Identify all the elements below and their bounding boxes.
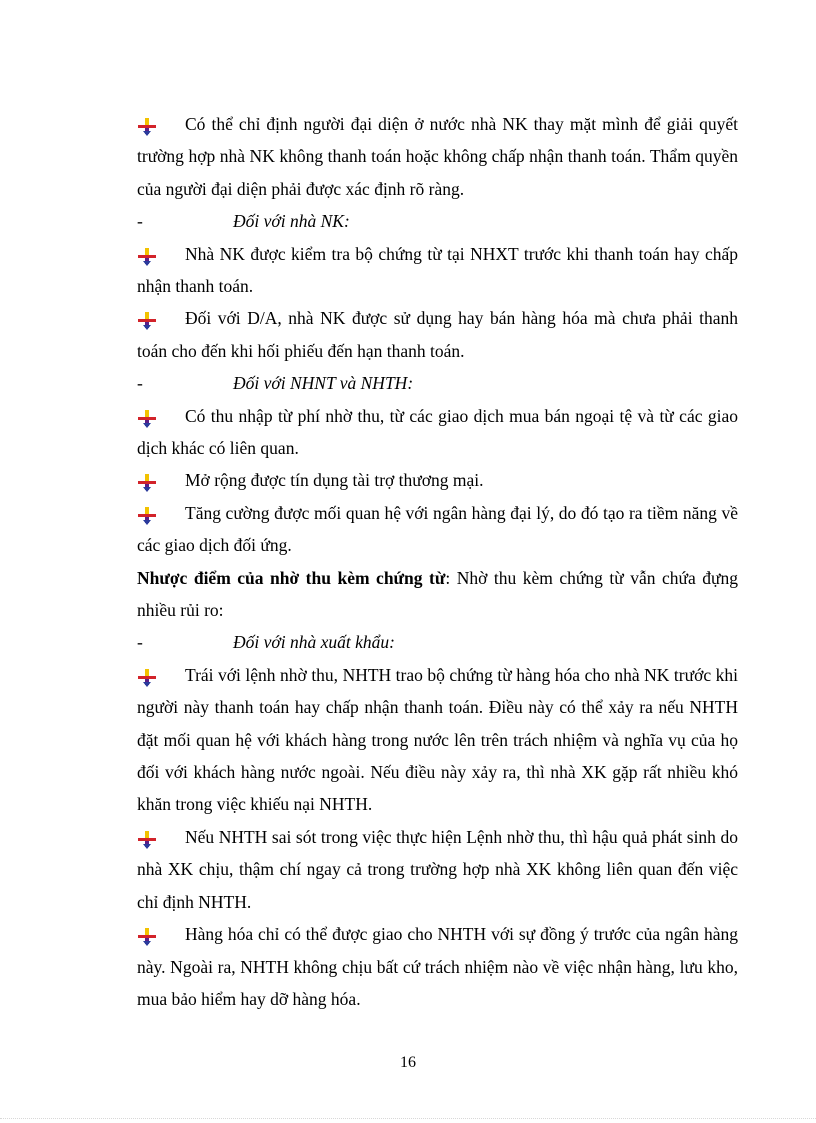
paragraph-text: Đối với D/A, nhà NK được sử dụng hay bán hàng hóa mà chưa phải thanh toán cho đến khi hối phiếu đến hạn thanh toán.	[137, 308, 738, 361]
page-number: 16	[400, 1054, 416, 1071]
subheading-text: Đối với NHNT và NHTH:	[233, 373, 414, 394]
arrow-bullet-icon	[137, 245, 157, 265]
paragraph-text: Mở rộng được tín dụng tài trợ thương mại.	[185, 470, 484, 491]
arrow-bullet-icon	[137, 471, 157, 491]
page-bottom-divider	[0, 1118, 816, 1119]
bullet-paragraph	[137, 302, 738, 367]
dash-marker: -	[137, 632, 143, 653]
paragraph-text: Nhà NK được kiểm tra bộ chứng từ tại NHXT trước khi thanh toán hay chấp nhận thanh toán.	[137, 243, 738, 297]
subheading-text: Đối với nhà NK:	[233, 211, 350, 232]
bullet-paragraph	[137, 108, 738, 205]
arrow-bullet-icon	[137, 309, 157, 329]
subheading-line	[137, 626, 738, 658]
subheading-text: Đối với nhà xuất khẩu:	[233, 632, 395, 653]
paragraph-text: Tăng cường được mối quan hệ với ngân hàng đại lý, do đó tạo ra tiềm năng về các giao dịch đối ứng.	[137, 502, 738, 556]
arrow-bullet-icon	[137, 828, 157, 848]
paragraph-text: Nếu NHTH sai sót trong việc thực hiện Lệnh nhờ thu, thì hậu quả phát sinh do nhà XK chịu, thậm chí ngay cả trong trường hợp nhà XK không liên quan đến việc chỉ định NHTH.	[137, 826, 738, 912]
arrow-bullet-icon	[137, 407, 157, 427]
bullet-paragraph	[137, 821, 738, 918]
section-heading-bold: Nhược điểm của nhờ thu kèm chứng từ	[137, 567, 446, 588]
bullet-paragraph	[137, 659, 738, 821]
bullet-paragraph	[137, 400, 738, 465]
section-heading-text: : Nhờ thu kèm chứng từ vẫn chứa đựng nhiều rủi ro:	[137, 567, 738, 621]
arrow-bullet-icon	[137, 504, 157, 524]
section-heading-paragraph	[137, 562, 738, 627]
subheading-line	[137, 367, 738, 399]
arrow-bullet-icon	[137, 925, 157, 945]
paragraph-text: Có thể chỉ định người đại diện ở nước nhà NK thay mặt mình để giải quyết trường hợp nhà NK không thanh toán hoặc không chấp nhận thanh toán. Thẩm quyền của người đại diện phải được xác định rõ ràng.	[137, 114, 738, 199]
paragraph-text: Trái với lệnh nhờ thu, NHTH trao bộ chứng từ hàng hóa cho nhà NK trước khi người này thanh toán hay chấp nhận thanh toán. Điều này có thể xảy ra nếu NHTH đặt mối quan hệ với khách hàng trong nước lên trên trách nhiệm và nghĩa vụ của họ đối với khách hàng nước ngoài. Nếu điều này xảy ra, thì nhà XK gặp rất nhiều khó khăn trong việc khiếu nại NHTH.	[137, 664, 738, 815]
arrow-bullet-icon	[137, 115, 157, 135]
bullet-paragraph	[137, 497, 738, 562]
dash-marker: -	[137, 373, 143, 394]
paragraph-text: Có thu nhập từ phí nhờ thu, từ các giao dịch mua bán ngoại tệ và từ các giao dịch khác có liên quan.	[137, 405, 738, 459]
subheading-line	[137, 205, 738, 237]
bullet-paragraph	[137, 238, 738, 303]
arrow-bullet-icon	[137, 666, 157, 686]
dash-marker: -	[137, 211, 143, 232]
paragraph-text: Hàng hóa chỉ có thể được giao cho NHTH với sự đồng ý trước của ngân hàng này. Ngoài ra, NHTH không chịu bất cứ trách nhiệm nào về việc nhận hàng, lưu kho, mua bảo hiểm hay dỡ hàng hóa.	[137, 924, 738, 1009]
document-body	[137, 108, 738, 1015]
bullet-paragraph	[137, 464, 738, 496]
bullet-paragraph	[137, 918, 738, 1015]
